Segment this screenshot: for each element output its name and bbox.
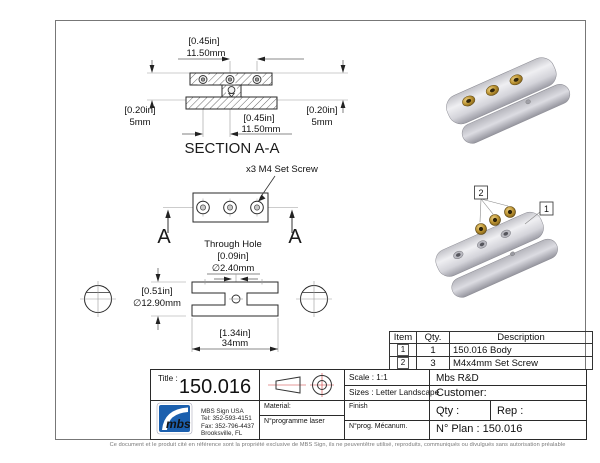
- dim-right-mm: 5mm: [311, 117, 333, 128]
- cut-letter-left: A: [157, 226, 171, 248]
- company-contact: MBS Sign USA Tel: 352-593-4151 Fax: 352-796-4437 Brooksville, FL: [201, 408, 255, 437]
- mecanum-label: N°prog. Mécanum.: [349, 423, 408, 430]
- balloon-screws-number: 2: [478, 188, 484, 198]
- col-qty: Qty.: [417, 332, 450, 344]
- company-name: Mbs R&D: [436, 372, 479, 384]
- through-hole-label: Through Hole: [204, 239, 262, 250]
- logo-text: mbs: [166, 417, 191, 431]
- cut-letter-right: A: [288, 226, 302, 248]
- row-description: 150.016 Body: [450, 344, 593, 357]
- dim-bottom: [182, 113, 292, 136]
- finish-label: Finish: [349, 403, 368, 410]
- sizes-label: Sizes : Letter Landscape: [349, 388, 440, 397]
- parts-table: [389, 331, 593, 370]
- col-item: Item: [390, 332, 417, 344]
- parts-table-header-row: [390, 332, 593, 344]
- projection-symbol: [260, 370, 345, 400]
- iso-exploded-view: [432, 186, 561, 302]
- plan-view: [157, 164, 318, 248]
- dim-bottom-mm: 11.50mm: [241, 124, 281, 135]
- item-balloon: 1: [397, 344, 409, 356]
- iso-assembled-view: [442, 52, 573, 148]
- table-row: [390, 357, 593, 370]
- through-hole-mm: ∅2.40mm: [211, 263, 255, 274]
- title-block: [150, 369, 587, 440]
- dim-width: [192, 318, 278, 352]
- dim-top-in: [0.45in]: [188, 36, 220, 47]
- dim-height-in: [0.51in]: [141, 286, 173, 297]
- profile-view: [80, 239, 332, 352]
- end-view-right: [296, 281, 332, 317]
- dim-left-in: [0.20in]: [124, 105, 156, 116]
- table-row: [390, 344, 593, 357]
- dim-height-mm: ∅12.90mm: [133, 298, 181, 309]
- qty-label: Qty :: [436, 405, 460, 417]
- end-view-left: [80, 281, 116, 317]
- disclaimer-text: Ce document et le produit cité en référence sont la propriété exclusive de MBS Sign, ils ne peuventêtre utilisé, reproduits, communiqués ou divulgués sans autorisation préalable: [109, 442, 566, 448]
- row-description: M4x4mm Set Screw: [450, 357, 593, 370]
- section-view: [124, 36, 348, 157]
- scale-label: Scale : 1:1: [349, 373, 388, 382]
- dim-width-mm: 34mm: [221, 338, 249, 349]
- drawing-number: 150.016: [178, 376, 252, 398]
- dim-top: [178, 36, 304, 61]
- balloon-body-number: 1: [543, 204, 550, 214]
- col-description: Description: [450, 332, 593, 344]
- dim-right: [306, 60, 345, 128]
- dim-bottom-in: [0.45in]: [243, 113, 275, 124]
- section-title: SECTION A-A: [184, 140, 280, 157]
- dim-height: [133, 268, 186, 330]
- laser-label: N°programme laser: [264, 418, 325, 425]
- dim-left: [124, 60, 155, 128]
- rep-label: Rep :: [497, 405, 524, 417]
- row-qty: 1: [417, 344, 450, 357]
- item-balloon: 2: [397, 357, 409, 369]
- material-label: Material:: [264, 403, 291, 410]
- through-hole-in: [0.09in]: [217, 251, 249, 262]
- set-screw-label: x3 M4 Set Screw: [246, 164, 318, 175]
- title-label: Title :: [158, 374, 178, 383]
- dim-left-mm: 5mm: [129, 117, 151, 128]
- dim-width-in: [1.34in]: [219, 328, 251, 339]
- row-qty: 3: [417, 357, 450, 370]
- logo-cell: [151, 401, 259, 439]
- dim-right-in: [0.20in]: [306, 105, 338, 116]
- dim-top-mm: 11.50mm: [186, 48, 226, 59]
- customer-label: Customer:: [436, 387, 487, 399]
- plan-number: N° Plan : 150.016: [436, 423, 523, 435]
- mbs-logo: [155, 401, 201, 439]
